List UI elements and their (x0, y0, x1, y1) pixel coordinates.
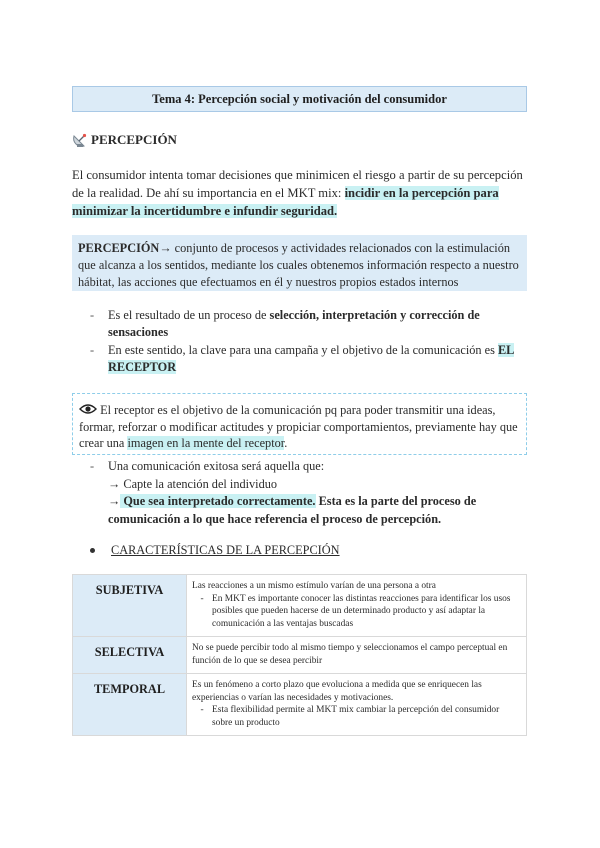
bullet-dash: - (90, 343, 95, 357)
callout-text: El receptor es el objetivo de la comunicación pq para poder transmitir una ideas, formar, reforzar o modificar actitudes y propiciar comportamientos, previamente hay que crear una (79, 403, 518, 450)
bullet-text: En este sentido, la clave para una campaña y el objetivo de la comunicación es (108, 343, 498, 357)
section-label: PERCEPCIÓN (91, 132, 177, 147)
definition-box (72, 235, 527, 291)
table-row (73, 637, 527, 674)
satellite-antenna-icon (72, 132, 88, 148)
row-description (187, 637, 527, 674)
bullet-list (90, 307, 520, 376)
communication-list (90, 458, 520, 528)
row-text: Las reacciones a un mismo estímulo varían de una persona a otra (192, 581, 436, 591)
arrow-glyph: → (108, 494, 121, 508)
characteristics-title: CARACTERÍSTICAS DE LA PERCEPCIÓN (111, 543, 340, 557)
table-row (73, 575, 527, 637)
list-item (90, 342, 520, 376)
callout-box (72, 393, 527, 455)
list-item (90, 307, 520, 341)
sub-dash: - (200, 705, 204, 715)
characteristics-heading (90, 543, 340, 558)
list-item (90, 493, 520, 528)
definition-arrow: → (159, 241, 172, 255)
eye-speech-icon (79, 403, 97, 415)
callout-highlight: imagen en la mente del receptor (127, 436, 285, 450)
intro-paragraph (72, 166, 528, 220)
row-label: SELECTIVA (73, 637, 187, 674)
section-heading (72, 132, 177, 148)
bullet-text: Es el resultado de un proceso de (108, 308, 270, 322)
row-description (187, 674, 527, 736)
row-text: Es un fenómeno a corto plazo que evoluciona a medida que se enriquecen las experiencias o varían las necesidades y motivaciones. (192, 680, 482, 703)
item-text: Esta es la parte del proceso de comunicación a lo que hace referencia el proceso de percepción. (108, 494, 477, 526)
bullet-bold: selección, interpretación y corrección de sensaciones (108, 308, 480, 339)
row-description (187, 575, 527, 637)
item-text: Capte la atención del individuo (120, 476, 278, 491)
document-title: Tema 4: Percepción social y motivación del consumidor (72, 86, 527, 112)
row-subtext: En MKT es importante conocer las distintas reacciones para identificar los usos posibles que pueden hacerse de un determinado producto y así adaptar la comunicación a las ventajas buscadas (212, 593, 511, 629)
table-row (73, 674, 527, 736)
intro-highlight: incidir en la percepción para minimizar la incertidumbre e infundir seguridad. (72, 186, 499, 218)
arrow-glyph: → (108, 476, 121, 491)
definition-text: conjunto de procesos y actividades relacionados con la estimulación que alcanza a los sentidos, mediante los cuales obtenemos información respecto a nuestro hábitat, las acciones que efectuamos en él y nuestros propios estados internos (78, 241, 519, 289)
bullet-dash: - (90, 308, 95, 322)
row-subtext: Esta flexibilidad permite al MKT mix cambiar la percepción del consumidor sobre un producto (212, 705, 500, 728)
row-text: No se puede percibir todo al mismo tiempo y seleccionamos el campo perceptual en función de lo que se desea percibir (192, 643, 508, 666)
bullet-dot-icon (90, 548, 95, 553)
callout-end: . (284, 436, 288, 450)
characteristics-table (72, 574, 527, 736)
bullet-bold: EL RECEPTOR (108, 343, 515, 374)
sub-dash: - (200, 593, 204, 604)
intro-text: El consumidor intenta tomar decisiones que minimicen el riesgo a partir de su percepción de la realidad. De ahí su importancia en el MKT mix: (72, 168, 523, 200)
row-label: TEMPORAL (73, 674, 187, 736)
communication-intro: Una comunicación exitosa será aquella que: (108, 459, 325, 473)
definition-term: PERCEPCIÓN (78, 241, 160, 255)
list-item (90, 476, 520, 494)
row-label: SUBJETIVA (73, 575, 187, 637)
item-highlight: Que sea interpretado correctamente. (120, 494, 316, 508)
list-dash: - (90, 459, 95, 473)
